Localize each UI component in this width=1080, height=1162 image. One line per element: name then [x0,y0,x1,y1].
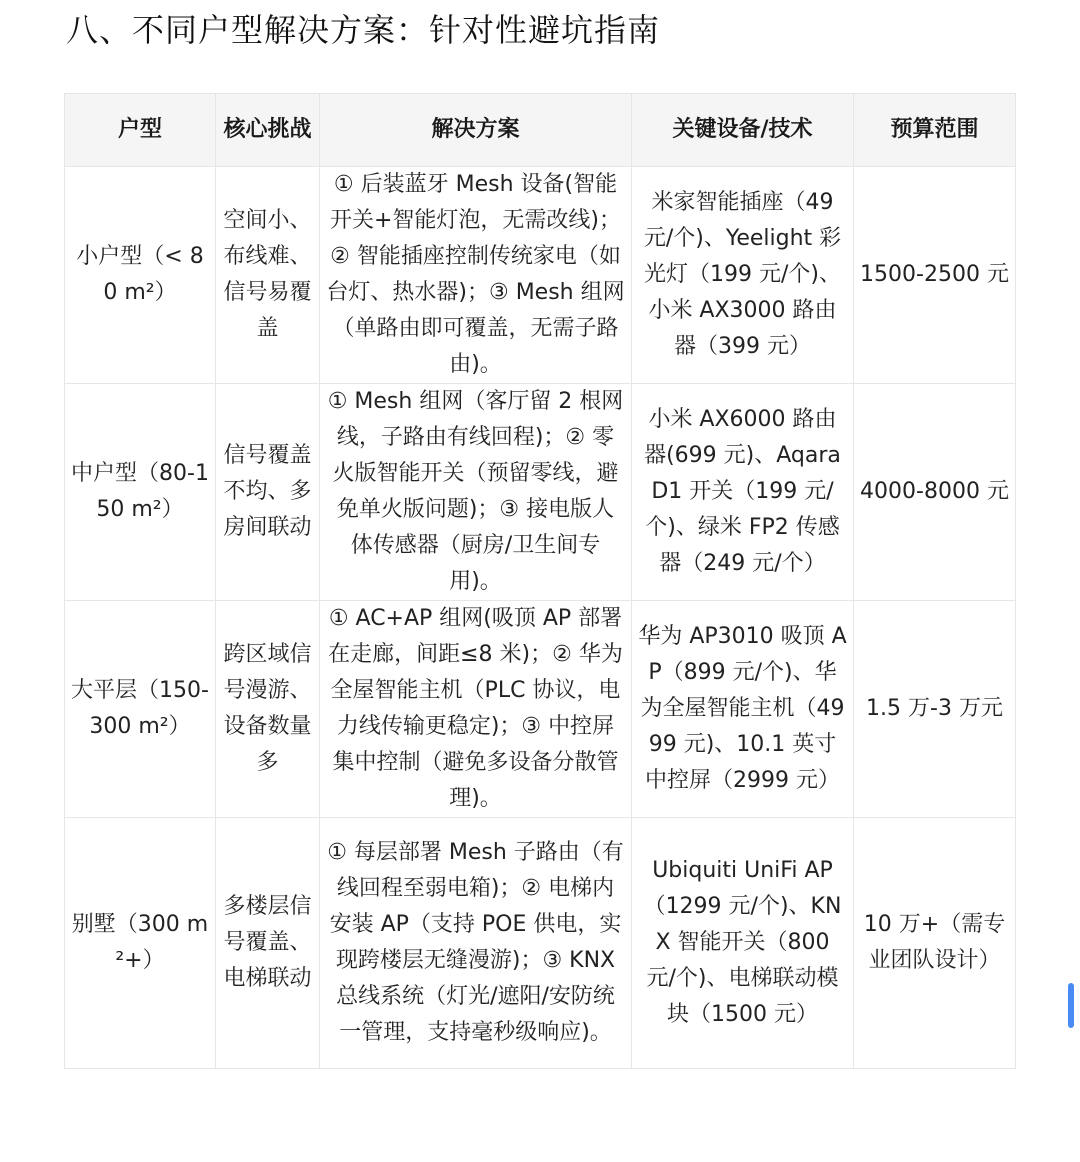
cell-solution: ① 后装蓝牙 Mesh 设备(智能开关+智能灯泡，无需改线)；② 智能插座控制传统家电（如台灯、热水器)；③ Mesh 组网（单路由即可覆盖，无需子路由)。 [320,167,632,384]
cell-challenge: 空间小、布线难、信号易覆盖 [216,167,320,384]
header-solution: 解决方案 [320,94,632,167]
cell-house-type: 小户型（< 80 m²） [65,167,216,384]
cell-devices: 小米 AX6000 路由器(699 元)、Aqara D1 开关（199 元/个)、绿米 FP2 传感器（249 元/个） [632,384,854,601]
cell-budget: 1500-2500 元 [854,167,1016,384]
header-devices: 关键设备/技术 [632,94,854,167]
cell-budget: 4000-8000 元 [854,384,1016,601]
cell-devices: Ubiquiti UniFi AP（1299 元/个)、KNX 智能开关（800 元/个)、电梯联动模块（1500 元） [632,818,854,1069]
cell-solution: ① Mesh 组网（客厅留 2 根网线，子路由有线回程)；② 零火版智能开关（预留零线，避免单火版问题)；③ 接电版人体传感器（厨房/卫生间专用)。 [320,384,632,601]
header-challenge: 核心挑战 [216,94,320,167]
cell-challenge: 跨区域信号漫游、设备数量多 [216,601,320,818]
page-title: 八、不同户型解决方案：针对性避坑指南 [66,11,661,49]
table-header-row [65,94,1016,167]
table-row [65,818,1016,1069]
cell-budget: 10 万+（需专业团队设计） [854,818,1016,1069]
cell-solution: ① AC+AP 组网(吸顶 AP 部署在走廊，间距≤8 米)；② 华为全屋智能主机（PLC 协议，电力线传输更稳定)；③ 中控屏集中控制（避免多设备分散管理)。 [320,601,632,818]
cell-challenge: 信号覆盖不均、多房间联动 [216,384,320,601]
cell-devices: 米家智能插座（49 元/个)、Yeelight 彩光灯（199 元/个)、小米 AX3000 路由器（399 元） [632,167,854,384]
cell-budget: 1.5 万-3 万元 [854,601,1016,818]
cell-challenge: 多楼层信号覆盖、电梯联动 [216,818,320,1069]
header-type: 户型 [65,94,216,167]
table-row [65,167,1016,384]
table-row [65,601,1016,818]
cell-house-type: 别墅（300 m²+） [65,818,216,1069]
cell-house-type: 中户型（80-150 m²） [65,384,216,601]
cell-house-type: 大平层（150-300 m²） [65,601,216,818]
scroll-indicator[interactable] [1068,983,1074,1028]
solution-table [64,93,1016,1069]
cell-devices: 华为 AP3010 吸顶 AP（899 元/个)、华为全屋智能主机（4999 元)、10.1 英寸中控屏（2999 元） [632,601,854,818]
cell-solution: ① 每层部署 Mesh 子路由（有线回程至弱电箱)；② 电梯内安装 AP（支持 POE 供电，实现跨楼层无缝漫游)；③ KNX 总线系统（灯光/遮阳/安防统一管理，支持毫秒级响应)。 [320,818,632,1069]
table-row [65,384,1016,601]
header-budget: 预算范围 [854,94,1016,167]
